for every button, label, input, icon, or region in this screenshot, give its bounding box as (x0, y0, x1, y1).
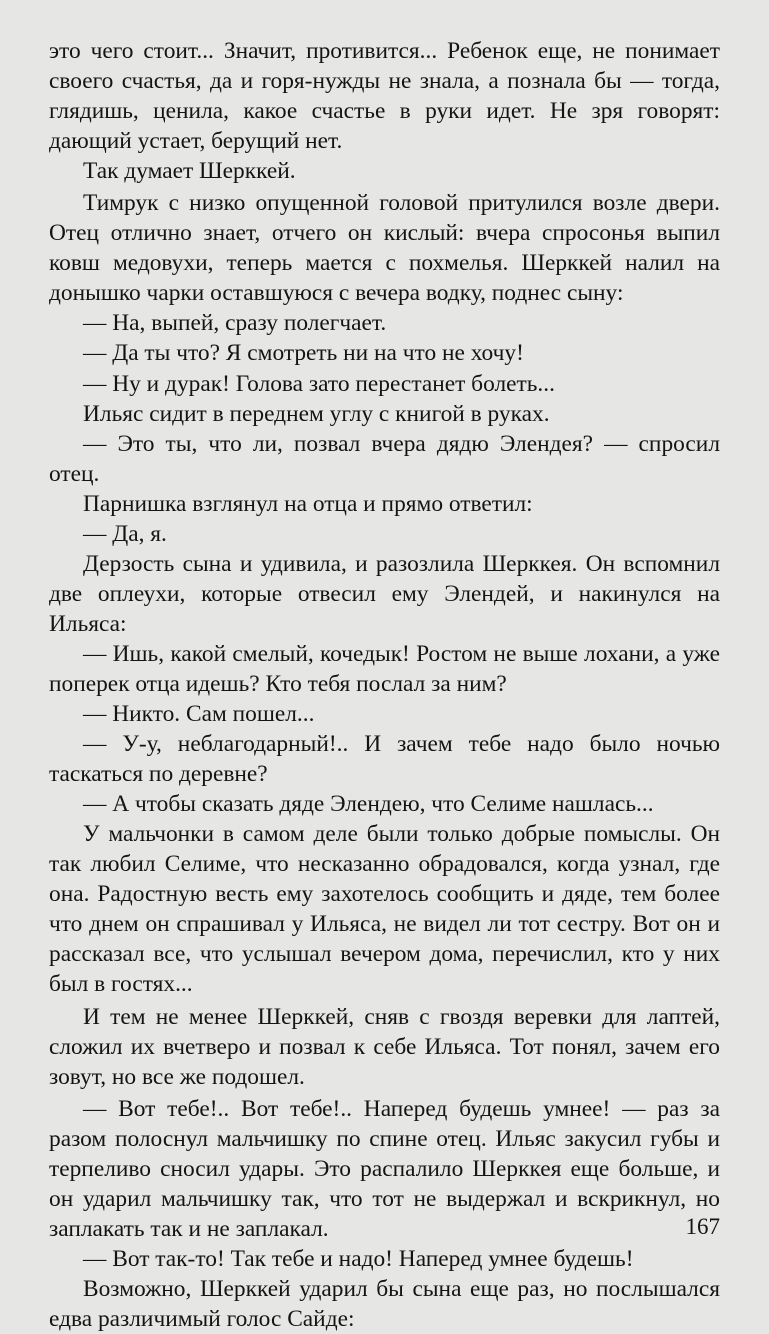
dialogue-line: — Вот тебе!.. Вот тебе!.. Наперед будешь умнее! — раз за разом полоснул мальчишку по спине отец. Ильяс закусил губы и терпеливо сносил удары. Это распалило Шерккея еще больше, и он ударил мальчишку так, что тот не выдержал и вскрикнул, но заплакать так и не заплакал. (49, 1095, 720, 1242)
paragraph: У мальчонки в самом деле были только добрые помыслы. Он так любил Селиме, что несказанно обрадовался, когда узнал, где она. Радостную весть ему захотелось сообщить и дяде, тем более что днем он спрашивал у Ильяса, не видел ли тот сестру. Вот он и рассказал все, что услышал вечером дома, перечислил, кто у них был в гостях... (49, 821, 720, 998)
paragraph: это чего стоит... Значит, противится... Ребенок еще, не понимает своего счастья, да и горя-нужды не знала, а познала бы — тогда, глядишь, ценила, какое счастье в руки идет. Не зря говорят: дающий устает, берущий нет. (49, 38, 720, 155)
dialogue-line: — А чтобы сказать дяде Элендею, что Селиме нашлась... (83, 791, 654, 818)
dialogue-line: — Да, я. (83, 520, 167, 547)
dialogue-line: — Ну и дурак! Голова зато перестанет болеть... (83, 370, 555, 397)
paragraph: Возможно, Шерккей ударил бы сына еще раз, но послышался едва различимый голос Сайде: (49, 1275, 720, 1332)
dialogue-line: — Ишь, какой смелый, кочедык! Ростом не выше лохани, а уже поперек отца идешь? Кто тебя послал за ним? (49, 640, 720, 697)
dialogue-line: — У-у, неблагодарный!.. И зачем тебе надо было ночью таскаться по деревне? (49, 731, 720, 788)
body-text (49, 36, 720, 1334)
paragraph: Ильяс сидит в переднем углу с книгой в руках. (83, 400, 550, 427)
dialogue-line: — На, выпей, сразу полегчает. (83, 310, 387, 337)
dialogue-line: — Это ты, что ли, позвал вчера дядю Элендея? — спросил отец. (49, 430, 720, 487)
paragraph: Дерзость сына и удивила, и разозлила Шерккея. Он вспомнил две оплеухи, которые отвесил ему Элендей, и накинулся на Ильяса: (49, 550, 720, 637)
dialogue-line: — Да ты что? Я смотреть ни на что не хочу! (83, 340, 524, 367)
paragraph: Парнишка взглянул на отца и прямо ответил: (83, 490, 533, 517)
dialogue-line: — Вот так-то! Так тебе и надо! Наперед умнее будешь! (83, 1245, 634, 1272)
page-number: 167 (685, 1214, 720, 1239)
paragraph: И тем не менее Шерккей, сняв с гвоздя веревки для лаптей, сложил их вчетверо и позвал к себе Ильяса. Тот понял, зачем его зовут, но все же подошел. (49, 1003, 720, 1090)
dialogue-line: — Никто. Сам пошел... (83, 701, 315, 728)
paragraph: Так думает Шерккей. (83, 158, 296, 185)
paragraph: Тимрук с низко опущенной головой притулился возле двери. Отец отлично знает, отчего он кислый: вчера спросонья выпил ковш медовухи, теперь мается с похмелья. Шерккей налил на донышко чарки оставшуюся с вечера водку, поднес сыну: (49, 190, 720, 307)
